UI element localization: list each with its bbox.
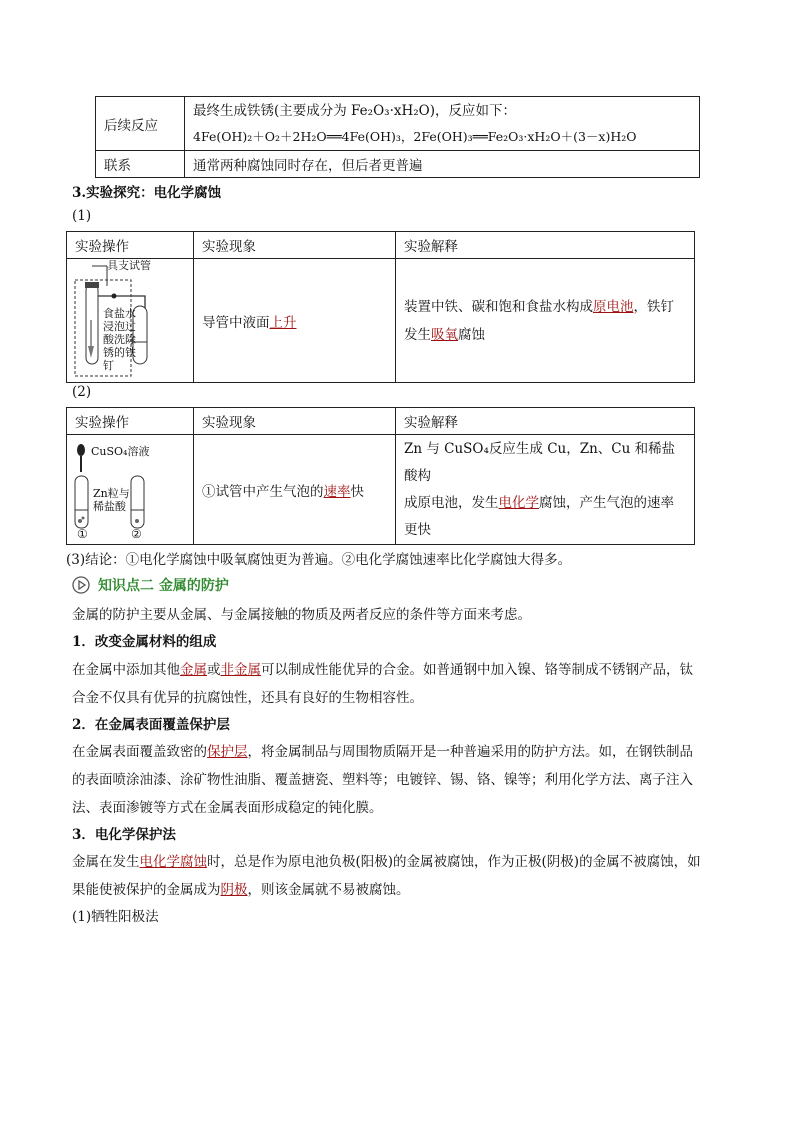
answer-oxygen-absorption: 吸氧 (431, 326, 458, 343)
explanation-2 (396, 435, 695, 545)
desc-line: 酸洗除 (103, 333, 136, 346)
text: 金属在发生 (72, 854, 140, 870)
header-phenomenon: 实验现象 (194, 408, 396, 435)
p2-line1 (72, 738, 722, 766)
desc-line: 锈的铁 (103, 346, 136, 359)
explanation-line (404, 321, 686, 349)
paragraph-3 (72, 848, 722, 904)
explanation-line: 更快 (404, 521, 431, 538)
zn-acid-label (93, 487, 130, 513)
row-label-subsequent: 后续反应 (96, 97, 185, 151)
header-explanation: 实验解释 (396, 408, 695, 435)
kp2-title: 知识点二 金属的防护 (98, 578, 229, 594)
row-label-link: 联系 (96, 151, 185, 178)
answer-electrochemical-corrosion: 电化学腐蚀 (139, 854, 207, 870)
nail-description (103, 307, 136, 372)
explanation-1 (396, 259, 695, 383)
p1-line2: 合金不仅具有优异的抗腐蚀性，还具有良好的生物相容性。 (72, 690, 423, 706)
phenomenon-1 (194, 259, 396, 383)
phenomenon-text: ①试管中产生气泡的 (202, 483, 324, 500)
branched-tube-label: 具支试管 (107, 259, 151, 272)
conclusion: (3)结论：①电化学腐蚀中吸氧腐蚀更为普遍。②电化学腐蚀速率比化学腐蚀大得多。 (66, 552, 572, 568)
answer-nonmetal: 非金属 (220, 662, 261, 678)
reaction-line-1: 最终生成铁锈(主要成分为 Fe₂O₃·xH₂O)，反应如下： (193, 102, 516, 119)
text: ，则该金属就不易被腐蚀。 (247, 882, 410, 898)
header-operation: 实验操作 (67, 232, 194, 259)
apparatus-cell-2 (67, 435, 194, 545)
p2-line2: 的表面喷涂油漆、涂矿物性油脂、覆盖搪瓷、塑料等；电镀锌、锡、铬、镍等；利用化学方法、离子注入 (72, 772, 693, 788)
answer-metal: 金属 (180, 662, 207, 678)
reaction-table (95, 96, 700, 178)
heading-2: 2．在金属表面覆盖保护层 (72, 717, 230, 733)
text: 在金属表面覆盖致密的 (72, 744, 207, 760)
p2-line3: 法、表面渗镀等方式在金属表面形成稳定的钝化膜。 (72, 800, 383, 816)
desc-line: 食盐水 (103, 307, 136, 320)
experiment-table-2 (66, 407, 695, 545)
header-operation: 实验操作 (67, 408, 194, 435)
tube-label-1: ① (77, 527, 88, 541)
explain-text: 腐蚀 (458, 326, 485, 343)
phenomenon-text: 导管中液面 (202, 314, 270, 331)
reaction-equations: 4Fe(OH)₂＋O₂＋2H₂O══4Fe(OH)₃，2Fe(OH)₃══Fe₂O₃·xH₂O＋(3－x)H₂O (193, 128, 637, 144)
desc-line: 钉 (103, 359, 114, 372)
answer-electrochemical: 电化学 (498, 494, 539, 511)
knowledge-point-heading (72, 575, 229, 595)
explain-text: 装置中铁、碳和饱和食盐水构成 (404, 298, 593, 315)
phenomenon-text: 快 (350, 483, 364, 500)
part1-label: (1) (72, 208, 92, 224)
p3-line1 (72, 848, 722, 876)
paragraph-1 (72, 656, 722, 712)
paragraph-2 (72, 738, 722, 822)
explanation-line: Zn 与 CuSO₄反应生成 Cu，Zn、Cu 和稀盐酸构 (404, 440, 676, 484)
explain-text: 成原电池，发生 (404, 494, 499, 511)
answer-cathode: 阴极 (220, 882, 248, 898)
experiment-table-1 (66, 231, 695, 383)
explain-text: 腐蚀，产生气泡的速率 (539, 494, 674, 511)
zn-label-line: 稀盐酸 (93, 500, 126, 513)
apparatus-cell-1 (67, 259, 194, 383)
play-arrow-icon (72, 576, 90, 594)
p1-line1 (72, 656, 722, 684)
heading-3: 3．电化学保护法 (72, 827, 176, 843)
text: 可以制成性能优异的合金。如普通钢中加入镍、铬等制成不锈钢产品，钛 (261, 662, 693, 678)
text: 在金属中添加其他 (72, 662, 180, 678)
explanation-line (404, 490, 686, 517)
section3-title: 3.实验探究：电化学腐蚀 (72, 185, 222, 201)
heading-1: 1．改变金属材料的组成 (72, 634, 217, 650)
explain-text: ，铁钉 (633, 298, 674, 315)
kp2-intro: 金属的防护主要从金属、与金属接触的物质及两者反应的条件等方面来考虑。 (72, 607, 531, 623)
reaction-cell (185, 97, 700, 151)
text: 或 (207, 662, 221, 678)
answer-rise: 上升 (269, 314, 297, 331)
zn-label-line: Zn粒与 (93, 487, 130, 500)
header-phenomenon: 实验现象 (194, 232, 396, 259)
text: 时，总是作为原电池负极(阳极)的金属被腐蚀，作为正极(阴极)的金属不被腐蚀，如 (207, 854, 701, 870)
answer-rate: 速率 (323, 483, 351, 500)
subheading-sacrificial-anode: (1)牺牲阳极法 (72, 909, 159, 925)
answer-galvanic-cell: 原电池 (593, 298, 634, 315)
tube-label-2: ② (131, 527, 142, 541)
cuso4-label: CuSO₄溶液 (91, 445, 150, 458)
desc-line: 浸泡过 (103, 320, 136, 333)
p3-line2 (72, 876, 722, 904)
phenomenon-2 (194, 435, 396, 545)
header-explanation: 实验解释 (396, 232, 695, 259)
text: ，将金属制品与周围物质隔开是一种普遍采用的防护方法。如，在钢铁制品 (247, 744, 693, 760)
part2-label: (2) (72, 384, 92, 400)
text: 果能使被保护的金属成为 (72, 882, 221, 898)
answer-protective-layer: 保护层 (207, 744, 248, 760)
link-text: 通常两种腐蚀同时存在，但后者更普遍 (185, 151, 700, 178)
explanation-line (404, 293, 686, 321)
explain-text: 发生 (404, 326, 431, 343)
